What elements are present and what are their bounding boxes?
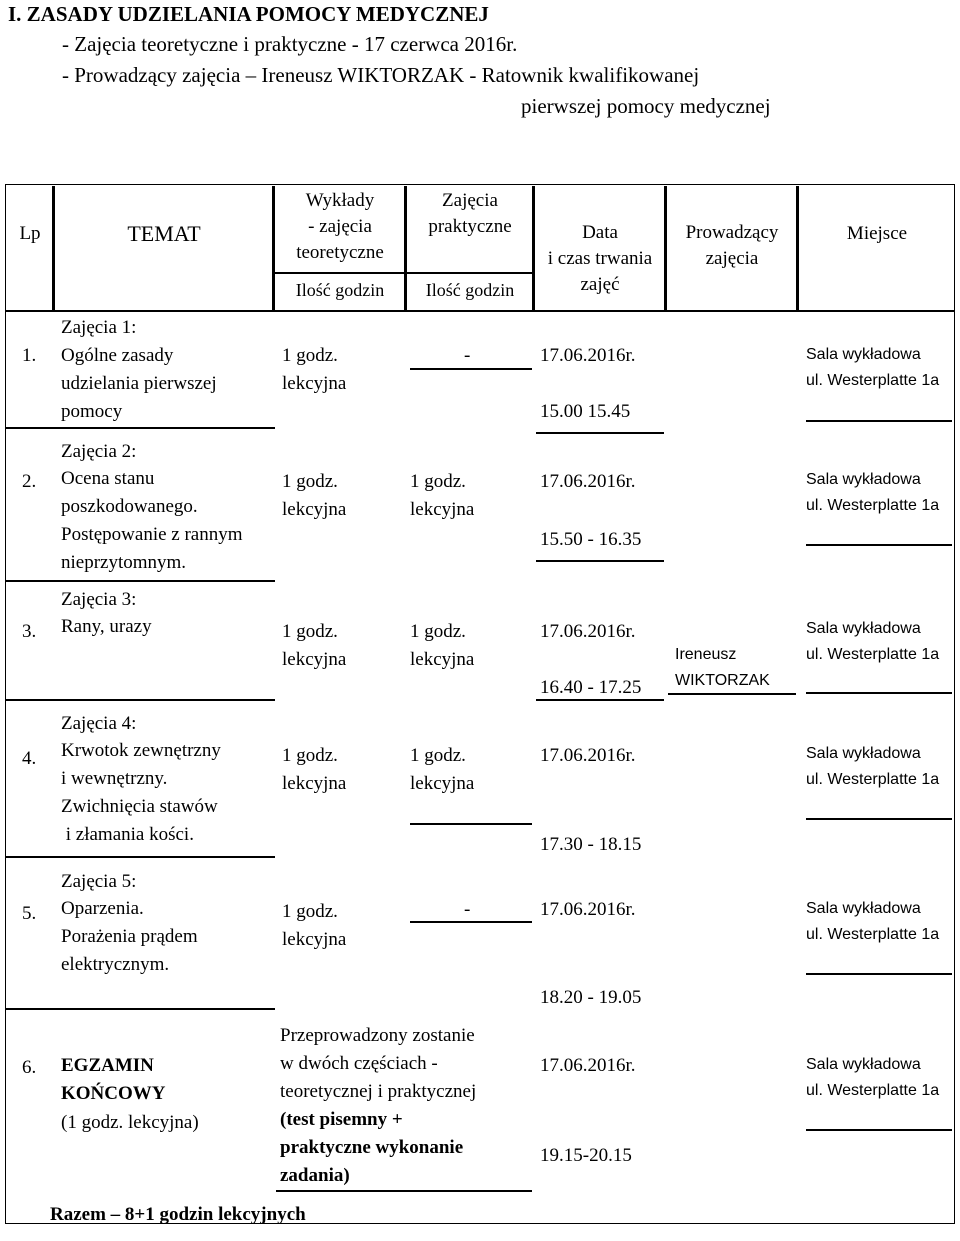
row-4-lp: 4. [22, 748, 37, 769]
row-5-time: 18.20 - 19.05 [540, 987, 642, 1008]
row-4-time: 17.30 - 18.15 [540, 834, 642, 855]
row-2-place: Sala wykładowa ul. Westerplatte 1a [806, 471, 940, 514]
row-6-date: 17.06.2016r. [540, 1055, 636, 1076]
row-4-lectures: 1 godz. lekcyjna [282, 745, 347, 794]
row-5-lp: 5. [22, 903, 37, 924]
row-3-practical: 1 godz. lekcyjna [410, 621, 475, 670]
schedule-table [0, 176, 960, 1232]
row-6-place: Sala wykładowa ul. Westerplatte 1a [806, 1056, 940, 1099]
row-6-topic: (1 godz. lekcyjna) [61, 1112, 199, 1133]
col-data-header: Data i czas trwania zajęć [547, 222, 653, 295]
instructor-name: Ireneusz WIKTORZAK [675, 646, 770, 689]
row-6-lp: 6. [22, 1057, 37, 1078]
row-1-time: 15.00 15.45 [540, 401, 631, 422]
col-zajecia-header: Zajęcia praktyczne [428, 190, 512, 237]
summary-total: Razem – 8+1 godzin lekcyjnych [50, 1204, 306, 1225]
row-5-lectures: 1 godz. lekcyjna [282, 901, 347, 950]
row-4-date: 17.06.2016r. [540, 745, 636, 766]
heading-instructor-line-cont: pierwszej pomocy medycznej [521, 94, 771, 118]
col-wyklady-header: Wykłady - zajęcia teoretyczne [296, 190, 384, 263]
row-2-lp: 2. [22, 471, 37, 492]
row-5-place: Sala wykładowa ul. Westerplatte 1a [806, 900, 940, 943]
row-3-time: 16.40 - 17.25 [540, 677, 642, 698]
heading-date-line: - Zajęcia teoretyczne i praktyczne - 17 czerwca 2016r. [62, 32, 518, 56]
row-2-lectures: 1 godz. lekcyjna [282, 471, 347, 520]
row-3-lp: 3. [22, 621, 37, 642]
row-1-lectures: 1 godz. lekcyjna [282, 345, 347, 394]
row-2-title: Zajęcia 2: [61, 441, 137, 462]
col-miejsce-header: Miejsce [846, 223, 908, 244]
row-6-time: 19.15-20.15 [540, 1145, 632, 1166]
row-4-topic: Krwotok zewnętrzny i wewnętrzny. Zwichnięcia stawów i złamania kości. [61, 740, 221, 845]
row-2-topic: Ocena stanu poszkodowanego. Postępowanie z rannym nieprzytomnym. [61, 468, 243, 573]
row-2-time: 15.50 - 16.35 [540, 529, 642, 550]
col-lp-header: Lp [19, 223, 41, 244]
row-4-place: Sala wykładowa ul. Westerplatte 1a [806, 745, 940, 788]
col-ilosc-godzin-2: Ilość godzin [425, 280, 515, 300]
row-1-practical: - [464, 345, 471, 366]
row-1-topic: Ogólne zasady udzielania pierwszej pomocy [61, 345, 217, 422]
row-5-topic: Oparzenia. Porażenia prądem elektrycznym. [61, 898, 198, 975]
col-prowadzacy-header: Prowadzący zajęcia [685, 222, 779, 269]
row-6-title: EGZAMIN KOŃCOWY [61, 1055, 166, 1104]
row-1-place: Sala wykładowa ul. Westerplatte 1a [806, 346, 940, 389]
row-5-title: Zajęcia 5: [61, 871, 137, 892]
row-4-practical: 1 godz. lekcyjna [410, 745, 475, 794]
row-3-title: Zajęcia 3: [61, 589, 137, 610]
row-2-date: 17.06.2016r. [540, 471, 636, 492]
row-5-practical: - [464, 899, 471, 920]
row-3-topic: Rany, urazy [61, 616, 152, 637]
row-6-exam-description: Przeprowadzony zostanie w dwóch częściach - teoretycznej i praktycznej (test pisemny + praktyczne wykonanie zadania) [280, 1025, 477, 1186]
row-3-lectures: 1 godz. lekcyjna [282, 621, 347, 670]
row-3-date: 17.06.2016r. [540, 621, 636, 642]
row-5-date: 17.06.2016r. [540, 899, 636, 920]
row-1-title: Zajęcia 1: [61, 317, 137, 338]
col-temat-header: TEMAT [127, 221, 201, 246]
row-1-lp: 1. [22, 345, 37, 366]
row-4-title: Zajęcia 4: [61, 713, 137, 734]
row-1-date: 17.06.2016r. [540, 345, 636, 366]
row-2-practical: 1 godz. lekcyjna [410, 471, 475, 520]
col-ilosc-godzin-1: Ilość godzin [295, 280, 385, 300]
row-3-place: Sala wykładowa ul. Westerplatte 1a [806, 620, 940, 663]
heading-instructor-line: - Prowadzący zajęcia – Ireneusz WIKTORZAK - Ratownik kwalifikowanej [62, 63, 700, 87]
document-title: I. ZASADY UDZIELANIA POMOCY MEDYCZNEJ [8, 2, 489, 26]
